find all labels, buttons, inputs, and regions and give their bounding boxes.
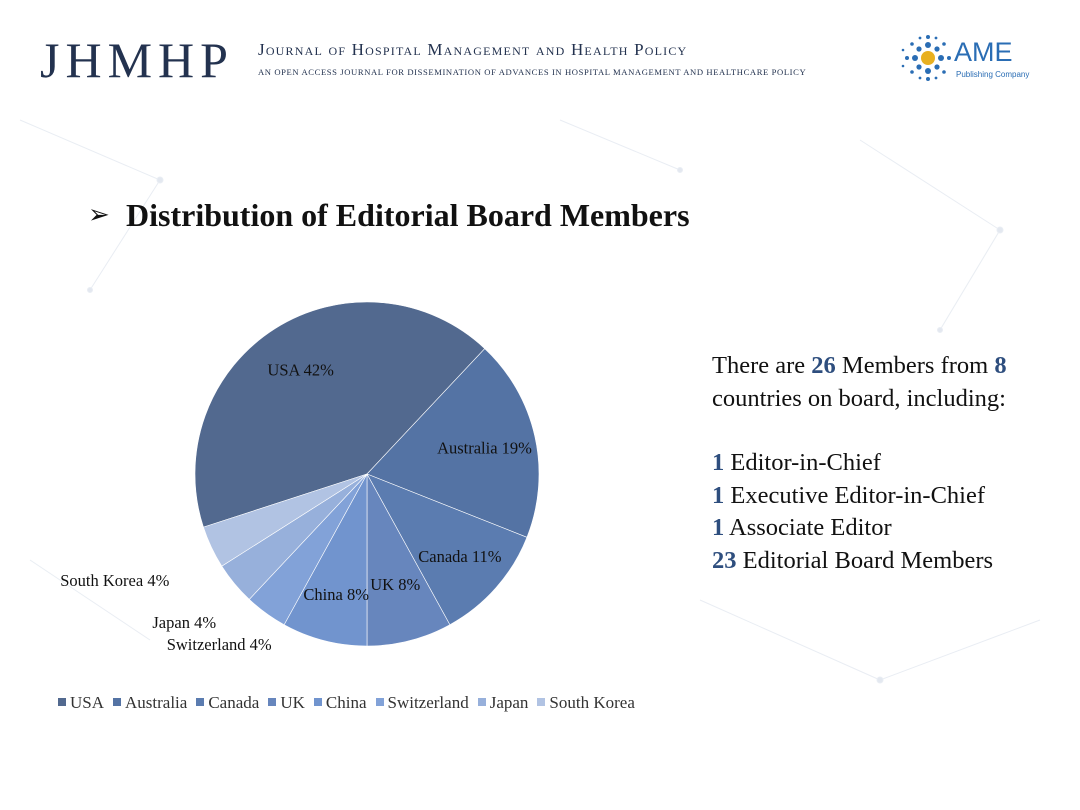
- legend-item-canada: [196, 693, 259, 713]
- legend-item-australia: [113, 693, 187, 713]
- legend-item-switzerland: [376, 693, 469, 713]
- legend-swatch: [268, 698, 276, 706]
- legend-label: Australia: [125, 693, 188, 712]
- legend-swatch: [537, 698, 545, 706]
- legend-label: Canada: [208, 693, 260, 712]
- role-item: [712, 512, 1062, 545]
- legend-item-china: [314, 693, 367, 713]
- role-count: 1: [712, 481, 725, 509]
- summary-text-mid: Members from: [841, 352, 989, 379]
- legend-label: South Korea: [549, 693, 635, 712]
- role-item: [712, 480, 1062, 513]
- journal-title: Journal of Hospital Management and Health Policy: [258, 40, 688, 59]
- legend-label: China: [325, 693, 367, 712]
- role-label: Associate Editor: [729, 514, 892, 541]
- role-item: [712, 447, 1062, 480]
- legend-label: Switzerland: [387, 693, 469, 712]
- role-count: 1: [712, 514, 725, 541]
- board-summary: [712, 350, 1062, 577]
- slice-label-switzerland: Switzerland 4%: [166, 634, 272, 654]
- legend-swatch: [314, 698, 322, 706]
- role-label: Executive Editor-in-Chief: [730, 481, 986, 509]
- legend-label: UK: [280, 693, 305, 712]
- role-count: 1: [712, 449, 725, 476]
- legend-label: USA: [70, 693, 105, 712]
- role-count: 23: [712, 546, 737, 574]
- slice-label-japan: Japan 4%: [152, 613, 217, 633]
- legend-swatch: [58, 698, 66, 706]
- slide-title: Distribution of Editorial Board Members: [126, 197, 690, 233]
- legend-item-south-korea: [537, 693, 634, 713]
- slice-label-china: China 8%: [303, 584, 369, 604]
- journal-subtitle: AN OPEN ACCESS JOURNAL FOR DISSEMINATION OF ADVANCES IN HOSPITAL MANAGEMENT AND HEALTHCARE POLICY: [258, 67, 807, 77]
- legend-item-japan: [478, 693, 529, 713]
- bullet-arrow-icon: ➢: [88, 200, 110, 230]
- chart-legend: [58, 693, 644, 713]
- summary-line-2: countries on board, including:: [712, 384, 1006, 412]
- ame-logo-subtext: Publishing Company: [956, 70, 1030, 79]
- summary-text-pre: There are: [712, 352, 806, 379]
- role-label: Editor-in-Chief: [730, 449, 881, 476]
- legend-item-uk: [268, 693, 305, 713]
- legend-label: Japan: [489, 693, 529, 712]
- slice-label-uk: UK 8%: [370, 574, 421, 594]
- countries-count: 8: [994, 352, 1007, 379]
- ame-logo-text: AME: [954, 37, 1013, 67]
- legend-swatch: [376, 698, 384, 706]
- slice-label-usa: USA 42%: [267, 360, 334, 380]
- slice-label-canada: Canada 11%: [418, 546, 502, 566]
- legend-swatch: [478, 698, 486, 706]
- legend-swatch: [196, 698, 204, 706]
- summary-line-1: [712, 350, 1062, 383]
- role-item: [712, 545, 1062, 578]
- members-count: 26: [811, 352, 836, 379]
- slice-label-south-korea: South Korea 4%: [60, 571, 170, 591]
- slice-label-australia: Australia 19%: [437, 438, 532, 458]
- legend-item-usa: [58, 693, 104, 713]
- jhmhp-logo: JHMHP: [40, 32, 234, 88]
- role-label: Editorial Board Members: [742, 546, 994, 574]
- legend-swatch: [113, 698, 121, 706]
